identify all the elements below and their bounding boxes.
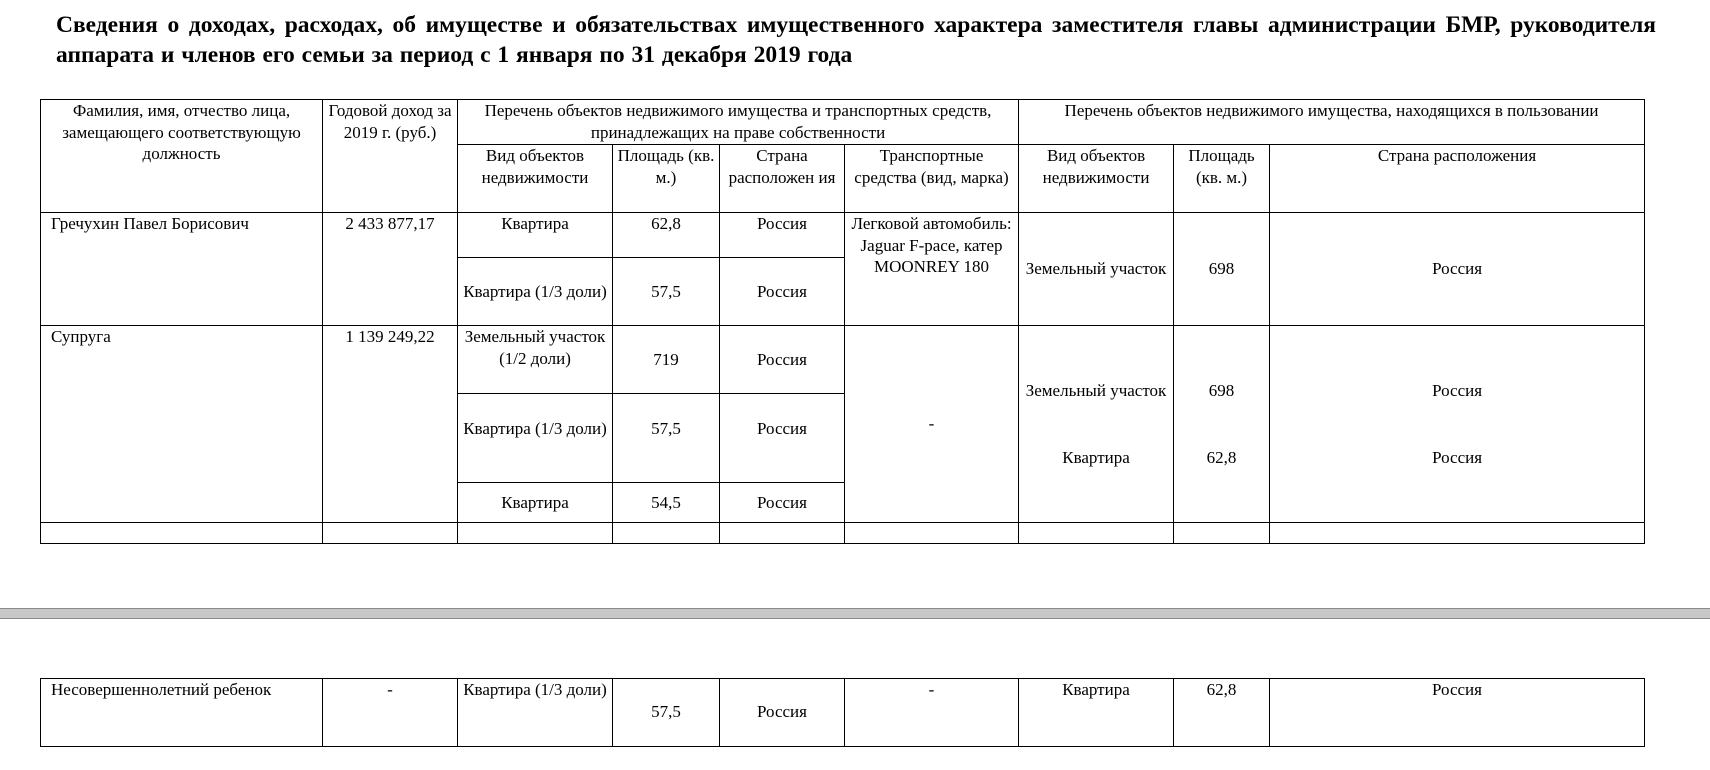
spouse-used-types: [1019, 326, 1174, 523]
header-person: Фамилия, имя, отчество лица, замещающего соответствующую должность: [41, 100, 323, 213]
spouse-used-countries: [1270, 326, 1645, 523]
official-owned-country-1: Россия: [720, 213, 845, 258]
child-vehicles: -: [845, 679, 1019, 747]
header-owned-country: Страна расположен ия: [720, 145, 845, 213]
header-vehicles: Транспортные средства (вид, марка): [845, 145, 1019, 213]
spouse-income: 1 139 249,22: [323, 326, 458, 523]
spouse-used-areas: [1174, 326, 1270, 523]
page-break: [0, 608, 1710, 619]
official-owned-country-2: Россия: [720, 258, 845, 326]
empty-row: [41, 523, 1645, 544]
header-owned-group: Перечень объектов недвижимого имущества и транспортных средств, принадлежащих на праве собственности: [458, 100, 1019, 145]
spouse-used-country-2: Россия: [1432, 447, 1483, 467]
header-used-type: Вид объектов недвижимости: [1019, 145, 1174, 213]
spouse-owned-country-1: Россия: [720, 326, 845, 394]
official-used-country: Россия: [1270, 213, 1645, 326]
spouse-owned-country-2: Россия: [720, 394, 845, 483]
declaration-table: [40, 99, 1645, 544]
spouse-owned-area-1: 719: [613, 326, 720, 394]
child-owned-country: Россия: [720, 679, 845, 747]
spouse-owned-type-3: Квартира: [458, 483, 613, 523]
spouse-owned-area-3: 54,5: [613, 483, 720, 523]
spouse-owned-type-2: Квартира (1/3 доли): [458, 394, 613, 483]
header-income: Годовой доход за 2019 г. (руб.): [323, 100, 458, 213]
spouse-used-type-1: Земельный участок: [1025, 380, 1167, 400]
official-name: Гречухин Павел Борисович: [41, 213, 323, 326]
document-title: Сведения о доходах, расходах, об имуществе и обязательствах имущественного характера заместителя главы администрации БМР, руководителя аппарата и членов его семьи за период с 1 января по 31 декабря 2019 года: [56, 12, 1656, 68]
official-owned-area-2: 57,5: [613, 258, 720, 326]
official-vehicles: Легковой автомобиль: Jaguar F-pace, катер MOONREY 180: [845, 213, 1019, 326]
header-used-area: Площадь (кв. м.): [1174, 145, 1270, 213]
spouse-owned-type-1: Земельный участок (1/2 доли): [458, 326, 613, 394]
table-row: [41, 679, 1645, 747]
spouse-used-area-1: 698: [1208, 380, 1235, 400]
spouse-name: Супруга: [41, 326, 323, 523]
spouse-used-area-2: 62,8: [1206, 447, 1237, 467]
spouse-vehicles: -: [845, 326, 1019, 523]
spouse-owned-area-2: 57,5: [613, 394, 720, 483]
header-owned-area: Площадь (кв. м.): [613, 145, 720, 213]
official-used-type: Земельный участок: [1019, 213, 1174, 326]
header-used-group: Перечень объектов недвижимого имущества, находящихся в пользовании: [1019, 100, 1645, 145]
declaration-table-continued: [40, 678, 1645, 747]
official-income: 2 433 877,17: [323, 213, 458, 326]
official-owned-type-1: Квартира: [458, 213, 613, 258]
child-income: -: [323, 679, 458, 747]
spouse-used-country-1: Россия: [1432, 380, 1483, 400]
child-used-country: Россия: [1270, 679, 1645, 747]
child-owned-type: Квартира (1/3 доли): [458, 679, 613, 747]
header-owned-type: Вид объектов недвижимости: [458, 145, 613, 213]
official-used-area: 698: [1174, 213, 1270, 326]
child-used-area: 62,8: [1174, 679, 1270, 747]
child-owned-area: 57,5: [613, 679, 720, 747]
official-owned-area-1: 62,8: [613, 213, 720, 258]
spouse-owned-country-3: Россия: [720, 483, 845, 523]
spouse-used-type-2: Квартира: [1062, 447, 1130, 467]
child-used-type: Квартира: [1019, 679, 1174, 747]
header-used-country: Страна расположения: [1270, 145, 1645, 213]
child-name: Несовершеннолетний ребенок: [41, 679, 323, 747]
official-owned-type-2: Квартира (1/3 доли): [458, 258, 613, 326]
